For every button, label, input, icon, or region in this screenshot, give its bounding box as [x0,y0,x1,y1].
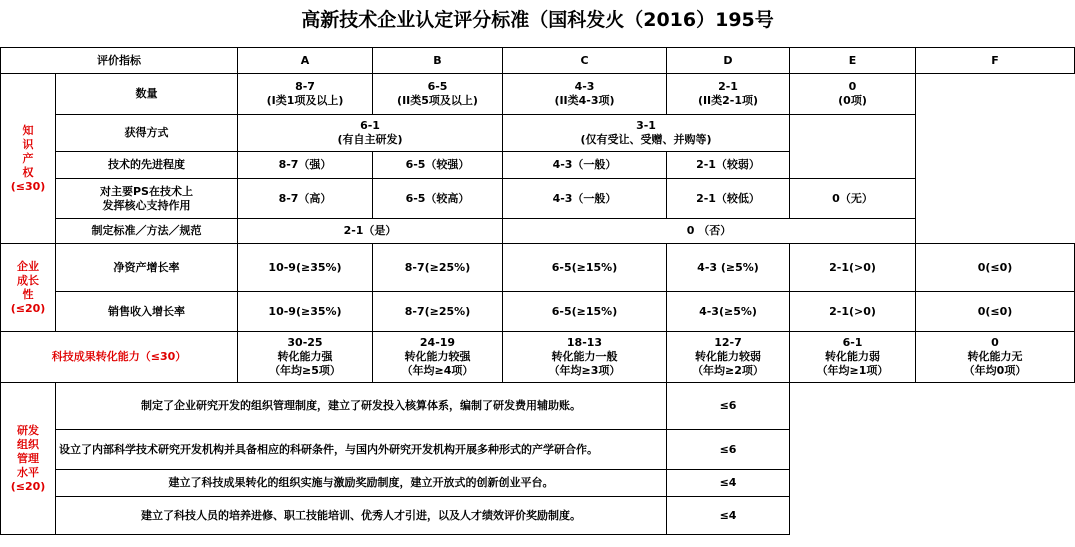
header-col-b: B [373,48,503,74]
cell: 4-3（一般） [503,152,667,179]
blank-cell [790,383,1075,535]
row-label-count: 数量 [56,74,238,115]
table-row [1,383,1075,430]
header-row [1,48,1075,74]
cell: 2-1（是） [238,219,503,244]
cell: 24-19 转化能力较强 （年均≥4项） [373,332,503,383]
cell: 2-1(>0) [790,244,916,292]
rd-score: ≤6 [667,383,790,430]
cell: 3-1 (仅有受让、受赠、并购等) [503,115,790,152]
page-title: 高新技术企业认定评分标准（国科发火（2016）195号 [301,9,774,31]
cell: 0(≤0) [916,244,1075,292]
scoring-table [0,47,1075,535]
category-growth: 企业 成长 性 (≤20) [1,244,56,332]
row-label-advance: 技术的先进程度 [56,152,238,179]
cell: 8-7（高） [238,179,373,219]
cell: 6-5（较高） [373,179,503,219]
row-label-transform: 科技成果转化能力（≤30） [1,332,238,383]
header-col-c: C [503,48,667,74]
category-rd: 研发 组织 管理 水平 (≤20) [1,383,56,535]
rd-criterion: 建立了科技人员的培养进修、职工技能培训、优秀人才引进，以及人才绩效评价奖励制度。 [56,497,667,535]
blank-cell [790,115,916,179]
table-row [1,219,1075,244]
rd-score: ≤4 [667,497,790,535]
cell: 2-1（较低） [667,179,790,219]
row-label-support: 对主要PS在技术上 发挥核心支持作用 [56,179,238,219]
rd-criterion: 制定了企业研究开发的组织管理制度，建立了研发投入核算体系，编制了研发费用辅助账。 [56,383,667,430]
rd-score: ≤6 [667,430,790,470]
table-row [1,115,1075,152]
cell: 6-5(≥15%) [503,244,667,292]
table-row [1,244,1075,292]
cell: 0(≤0) [916,292,1075,332]
cell: 8-7(≥25%) [373,244,503,292]
cell: 6-5 (II类5项及以上) [373,74,503,115]
cell: 30-25 转化能力强 （年均≥5项） [238,332,373,383]
rd-score: ≤4 [667,470,790,497]
cell: 8-7 (I类1项及以上) [238,74,373,115]
header-col-e: E [790,48,916,74]
cell: 10-9(≥35%) [238,292,373,332]
cell: 4-3 (II类4-3项) [503,74,667,115]
row-label-standard: 制定标准／方法／规范 [56,219,238,244]
cell: 8-7（强） [238,152,373,179]
table-row [1,74,1075,115]
cell: 0（无） [790,179,916,219]
cell: 18-13 转化能力一般 （年均≥3项） [503,332,667,383]
cell: 2-1 (II类2-1项) [667,74,790,115]
cell: 0 (0项) [790,74,916,115]
blank-cell [916,74,1075,244]
cell: 2-1(>0) [790,292,916,332]
header-col-d: D [667,48,790,74]
cell: 6-1 转化能力弱 （年均≥1项） [790,332,916,383]
category-ip: 知 识 产 权 (≤30) [1,74,56,244]
cell: 4-3（一般） [503,179,667,219]
cell: 8-7(≥25%) [373,292,503,332]
cell: 2-1（较弱） [667,152,790,179]
cell: 12-7 转化能力较弱 （年均≥2项） [667,332,790,383]
row-label-acquire: 获得方式 [56,115,238,152]
cell: 4-3(≥5%) [667,292,790,332]
cell: 6-1 (有自主研发) [238,115,503,152]
cell: 6-5(≥15%) [503,292,667,332]
header-col-f: F [916,48,1075,74]
cell: 0 （否） [503,219,916,244]
header-indicator: 评价指标 [1,48,238,74]
cell: 0 转化能力无 （年均0项） [916,332,1075,383]
row-label-net-asset: 净资产增长率 [56,244,238,292]
header-col-a: A [238,48,373,74]
table-row [1,332,1075,383]
rd-criterion: 设立了内部科学技术研究开发机构并具备相应的科研条件，与国内外研究开发机构开展多种形式的产学研合作。 [56,430,667,470]
cell: 4-3 (≥5%) [667,244,790,292]
cell: 6-5（较强） [373,152,503,179]
table-row [1,292,1075,332]
table-row [1,179,1075,219]
cell: 10-9(≥35%) [238,244,373,292]
rd-criterion: 建立了科技成果转化的组织实施与激励奖励制度，建立开放式的创新创业平台。 [56,470,667,497]
row-label-sales: 销售收入增长率 [56,292,238,332]
